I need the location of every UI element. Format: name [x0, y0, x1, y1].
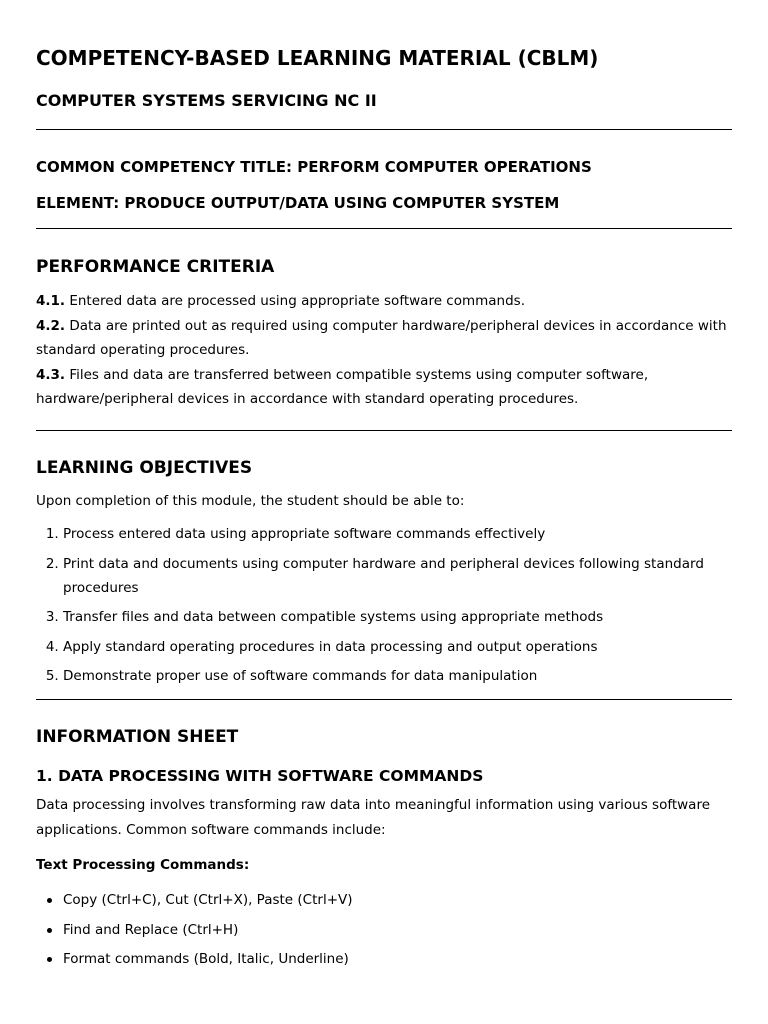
criteria-text: Files and data are transferred between compatible systems using computer software, hardware/peripheral devices in accordance with standard operating procedures.: [36, 366, 649, 407]
command-item: [63, 888, 732, 912]
bullet-icon: [47, 957, 52, 962]
section-heading: 1. DATA PROCESSING WITH SOFTWARE COMMANDS: [36, 767, 484, 785]
command-text: Find and Replace (Ctrl+H): [63, 921, 239, 938]
performance-criteria-heading: PERFORMANCE CRITERIA: [36, 257, 275, 277]
document-subtitle: COMPUTER SYSTEMS SERVICING NC II: [36, 91, 377, 110]
objective-item: 2. Print data and documents using computer hardware and peripheral devices following standard procedures: [63, 552, 732, 600]
criteria-number: 4.2.: [36, 317, 66, 334]
criteria-item: [36, 289, 732, 314]
information-sheet-heading: INFORMATION SHEET: [36, 727, 239, 747]
bullet-icon: [47, 898, 52, 903]
objectives-intro: Upon completion of this module, the student should be able to:: [36, 492, 465, 509]
objective-item: 1. Process entered data using appropriate software commands effectively: [63, 522, 732, 546]
criteria-number: 4.1.: [36, 293, 66, 309]
performance-criteria-list: [36, 289, 732, 412]
objective-item: 3. Transfer files and data between compatible systems using appropriate methods: [63, 605, 732, 629]
criteria-number: 4.3.: [36, 366, 66, 383]
command-item: [63, 947, 732, 971]
criteria-item: [36, 363, 732, 412]
objective-item: 5. Demonstrate proper use of software commands for data manipulation: [63, 664, 732, 688]
objectives-list: [36, 522, 732, 688]
criteria-item: [36, 314, 732, 363]
divider: [36, 228, 732, 229]
bullet-icon: [47, 928, 52, 933]
document-title: COMPETENCY-BASED LEARNING MATERIAL (CBLM): [36, 46, 599, 70]
text-processing-heading: Text Processing Commands:: [36, 857, 250, 873]
divider: [36, 430, 732, 431]
divider: [36, 129, 732, 130]
competency-title: COMMON COMPETENCY TITLE: PERFORM COMPUTER OPERATIONS: [36, 158, 592, 176]
command-item: [63, 918, 732, 942]
commands-list: [36, 888, 732, 971]
section-intro: Data processing involves transforming raw data into meaningful information using various software applications. Common software commands include:: [36, 797, 711, 838]
criteria-text: Entered data are processed using appropriate software commands.: [65, 293, 525, 309]
objective-item: 4. Apply standard operating procedures in data processing and output operations: [63, 635, 732, 659]
criteria-text: Data are printed out as required using computer hardware/peripheral devices in accordance with standard operating procedures.: [36, 317, 727, 358]
divider: [36, 699, 732, 700]
command-text: Copy (Ctrl+C), Cut (Ctrl+X), Paste (Ctrl+V): [63, 892, 353, 908]
command-text: Format commands (Bold, Italic, Underline): [63, 951, 349, 967]
competency-element: ELEMENT: PRODUCE OUTPUT/DATA USING COMPUTER SYSTEM: [36, 194, 560, 212]
learning-objectives-heading: LEARNING OBJECTIVES: [36, 457, 253, 478]
